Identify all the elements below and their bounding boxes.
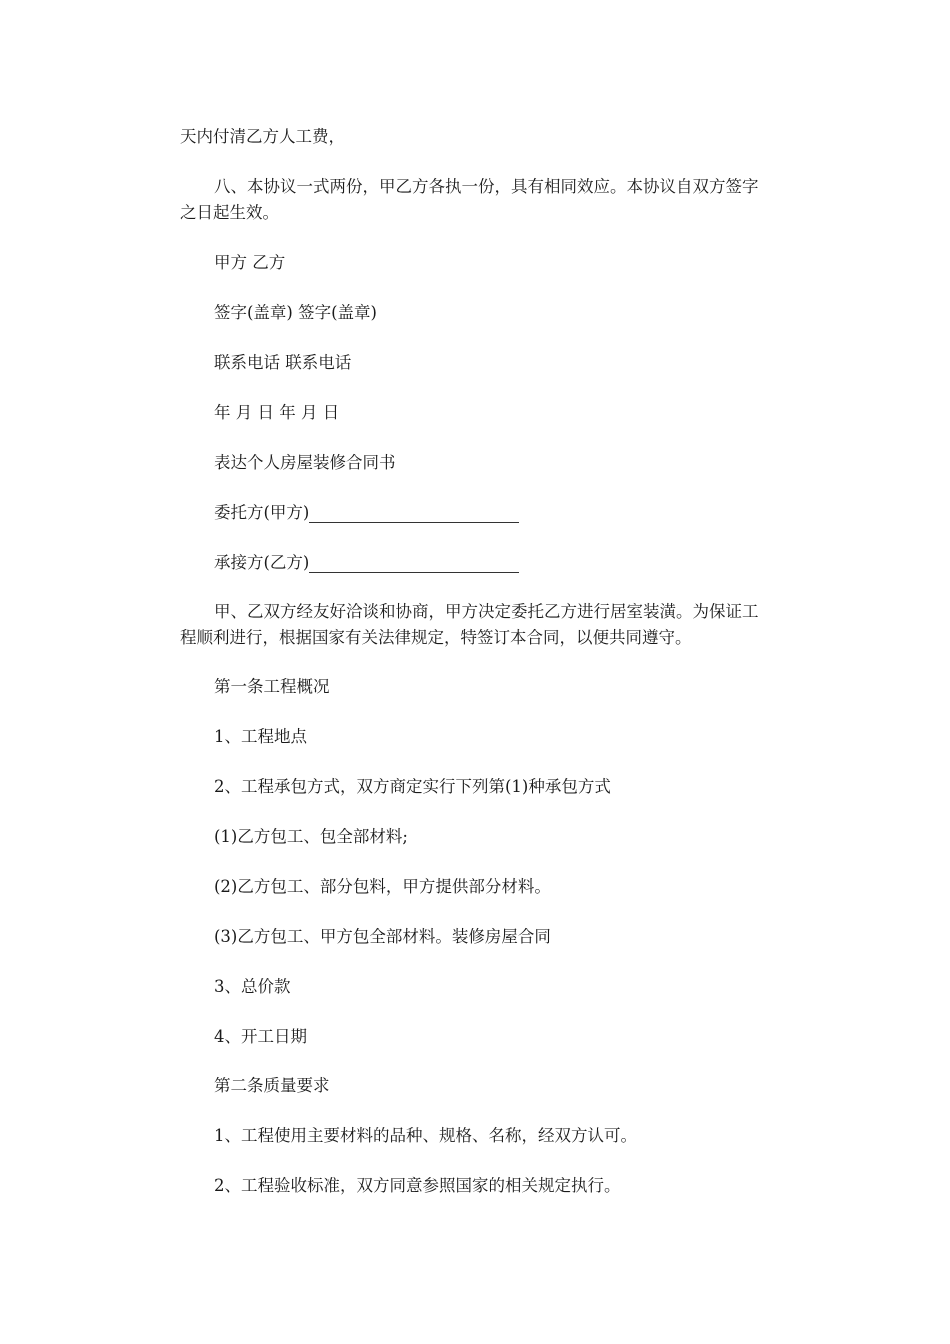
item-start-date: 4、开工日期 bbox=[214, 1027, 307, 1046]
item-acceptance-standard: 2、工程验收标准，双方同意参照国家的相关规定执行。 bbox=[214, 1176, 621, 1195]
paragraph-signature: 签字(盖章) 签字(盖章) bbox=[214, 303, 377, 322]
item-contract-method: 2、工程承包方式，双方商定实行下列第(1)种承包方式 bbox=[214, 777, 611, 796]
item-materials: 1、工程使用主要材料的品种、规格、名称，经双方认可。 bbox=[214, 1126, 637, 1145]
item-method-two: (2)乙方包工、部分包料，甲方提供部分材料。 bbox=[214, 877, 551, 896]
paragraph-date: 年 月 日 年 月 日 bbox=[214, 403, 340, 422]
paragraph-clause-eight: 八、本协议一式两份，甲乙方各执一份，具有相同效应。本协议自双方签字之日起生效。 bbox=[180, 177, 759, 222]
paragraph-preamble: 甲、乙双方经友好洽谈和协商，甲方决定委托乙方进行居室装潢。为保证工程顺利进行，根据国家有关法律规定，特签订本合同，以便共同遵守。 bbox=[180, 602, 759, 647]
paragraph-continuation: 天内付清乙方人工费， bbox=[180, 127, 345, 146]
heading-article-two: 第二条质量要求 bbox=[214, 1076, 330, 1095]
paragraph-parties: 甲方 乙方 bbox=[214, 253, 286, 272]
client-blank-line bbox=[309, 522, 519, 523]
heading-article-one: 第一条工程概况 bbox=[214, 677, 330, 696]
paragraph-contractor bbox=[180, 550, 772, 576]
item-method-three: (3)乙方包工、甲方包全部材料。装修房屋合同 bbox=[214, 927, 551, 946]
item-total-price: 3、总价款 bbox=[214, 977, 291, 996]
contractor-blank-line bbox=[309, 572, 519, 573]
paragraph-phone: 联系电话 联系电话 bbox=[214, 353, 352, 372]
item-project-location: 1、工程地点 bbox=[214, 727, 307, 746]
paragraph-client bbox=[180, 500, 772, 526]
contract-title: 表达个人房屋装修合同书 bbox=[214, 453, 396, 472]
contractor-label: 承接方(乙方) bbox=[214, 553, 310, 572]
item-method-one: (1)乙方包工、包全部材料; bbox=[214, 827, 408, 846]
client-label: 委托方(甲方) bbox=[214, 503, 310, 522]
